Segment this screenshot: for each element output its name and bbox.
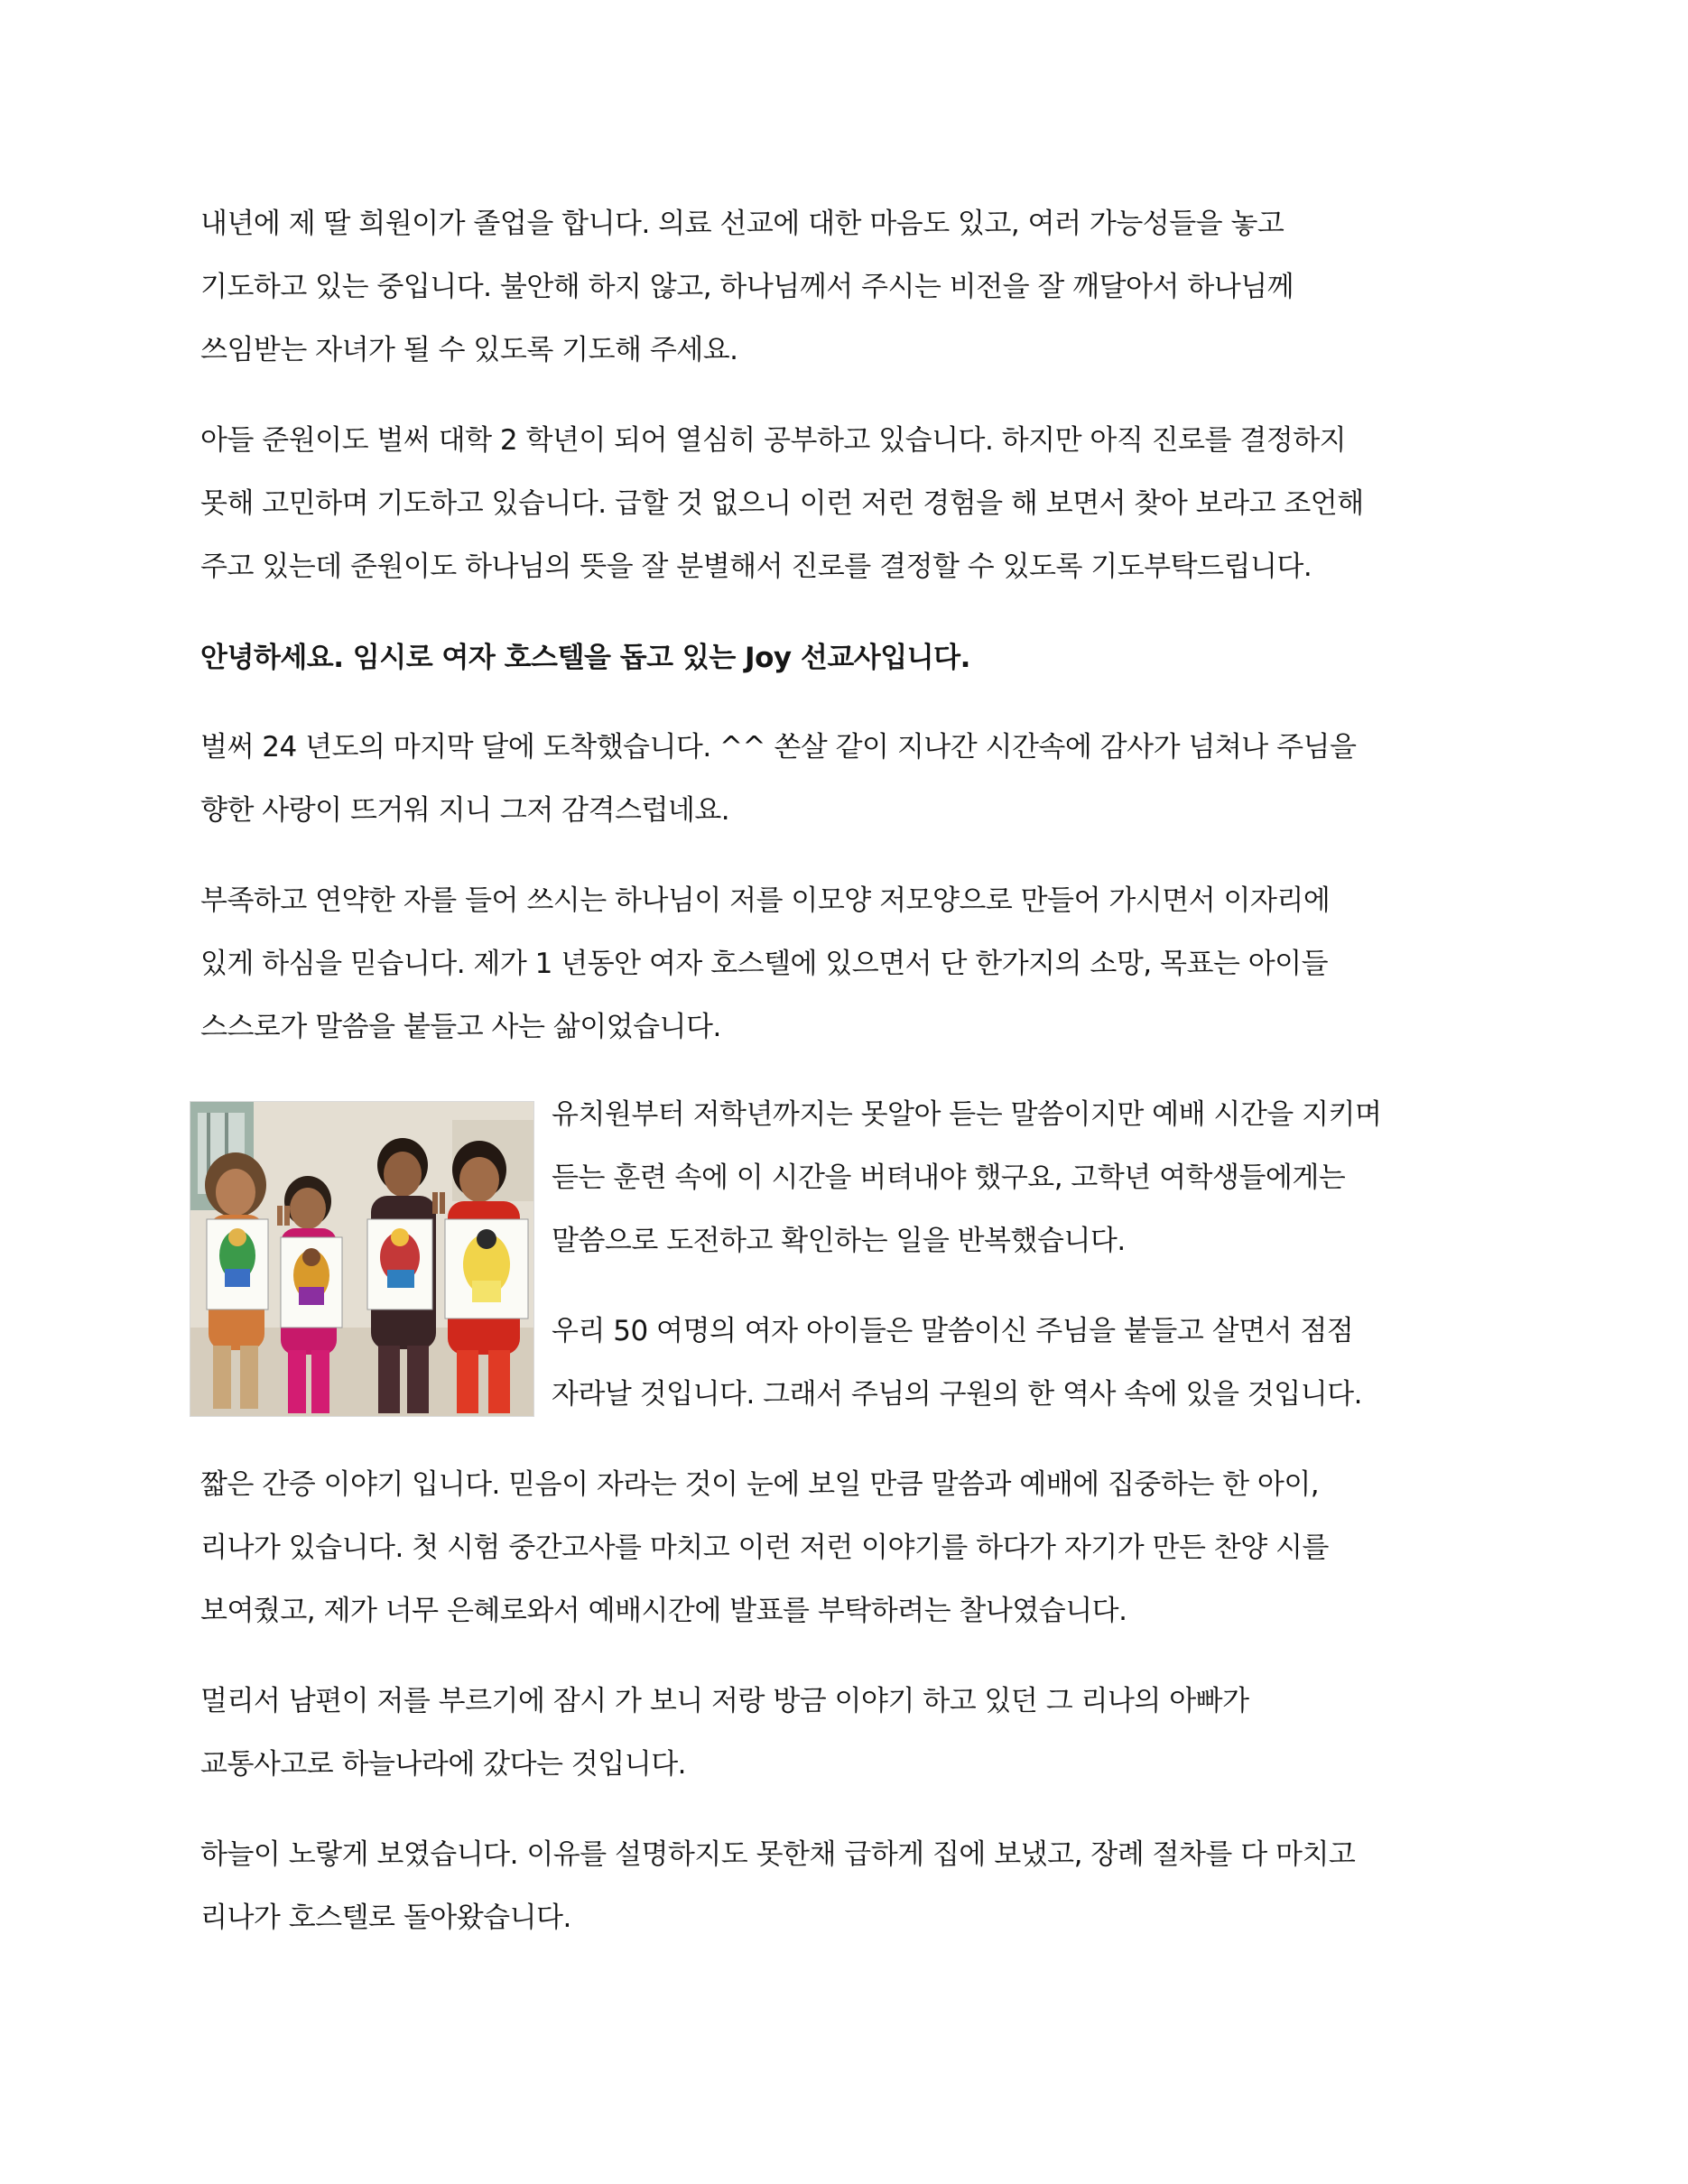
paragraph-3-line-2: 향한 사랑이 뜨거워 지니 그저 감격스럽네요.: [200, 794, 730, 827]
paragraph-8-line-2: 리나가 호스텔로 돌아왔습니다.: [200, 1902, 571, 1934]
photo-side-line-1: 유치원부터 저학년까지는 못알아 듣는 말씀이지만 예배 시간을 지키며: [552, 1098, 1382, 1131]
paragraph-1-line-3: 쓰임받는 자녀가 될 수 있도록 기도해 주세요.: [200, 334, 738, 366]
paragraph-1-line-1: 내년에 제 딸 희원이가 졸업을 합니다. 의료 선교에 대한 마음도 있고, 여러 가능성들을 놓고: [200, 208, 1285, 240]
paragraph-6-line-2: 리나가 있습니다. 첫 시험 중간고사를 마치고 이런 저런 이야기를 하다가 자기가 만든 찬양 시를: [200, 1532, 1329, 1564]
paragraph-8-line-1: 하늘이 노랗게 보였습니다. 이유를 설명하지도 못한채 급하게 집에 보냈고, 장례 절차를 다 마치고: [200, 1838, 1356, 1871]
paragraph-7-line-1: 멀리서 남편이 저를 부르기에 잠시 가 보니 저랑 방금 이야기 하고 있던 그 리나의 아빠가: [200, 1685, 1249, 1717]
paragraph-4-line-1: 부족하고 연약한 자를 들어 쓰시는 하나님이 저를 이모양 저모양으로 만들어 가시면서 이자리에: [200, 884, 1331, 917]
photo-side-line-2: 듣는 훈련 속에 이 시간을 버텨내야 했구요, 고학년 여학생들에게는: [552, 1161, 1346, 1194]
paragraph-4-line-3: 스스로가 말씀을 붙들고 사는 삶이었습니다.: [200, 1011, 721, 1043]
photo-side-line-5: 자라날 것입니다. 그래서 주님의 구원의 한 역사 속에 있을 것입니다.: [552, 1378, 1362, 1411]
photo-side-line-3: 말씀으로 도전하고 확인하는 일을 반복했습니다.: [552, 1225, 1126, 1257]
paragraph-7-line-2: 교통사고로 하늘나라에 갔다는 것입니다.: [200, 1748, 686, 1781]
paragraph-1-line-2: 기도하고 있는 중입니다. 불안해 하지 않고, 하나님께서 주시는 비전을 잘 깨달아서 하나님께: [200, 271, 1294, 303]
paragraph-2-line-1: 아들 준원이도 벌써 대학 2 학년이 되어 열심히 공부하고 있습니다. 하지만 아직 진로를 결정하지: [200, 424, 1347, 457]
children-with-coloring-pages-photo: [190, 1101, 534, 1417]
paragraph-6-line-1: 짧은 간증 이야기 입니다. 믿음이 자라는 것이 눈에 보일 만큼 말씀과 예배에 집중하는 한 아이,: [200, 1468, 1320, 1501]
greeting-heading: 안녕하세요. 임시로 여자 호스텔을 돕고 있는 Joy 선교사입니다.: [200, 642, 970, 674]
paragraph-2-line-2: 못해 고민하며 기도하고 있습니다. 급할 것 없으니 이런 저런 경험을 해 보면서 찾아 보라고 조언해: [200, 487, 1364, 520]
paragraph-2-line-3: 주고 있는데 준원이도 하나님의 뜻을 잘 분별해서 진로를 결정할 수 있도록 기도부탁드립니다.: [200, 551, 1312, 583]
photo-side-line-4: 우리 50 여명의 여자 아이들은 말씀이신 주님을 붙들고 살면서 점점: [552, 1315, 1354, 1347]
paragraph-6-line-3: 보여줬고, 제가 너무 은혜로와서 예배시간에 발표를 부탁하려는 찰나였습니다.: [200, 1595, 1127, 1627]
paragraph-4-line-2: 있게 하심을 믿습니다. 제가 1 년동안 여자 호스텔에 있으면서 단 한가지의 소망, 목표는 아이들: [200, 948, 1329, 980]
paragraph-3-line-1: 벌써 24 년도의 마지막 달에 도착했습니다. ^^ 쏜살 같이 지나간 시간속에 감사가 넘쳐나 주님을: [200, 731, 1357, 763]
